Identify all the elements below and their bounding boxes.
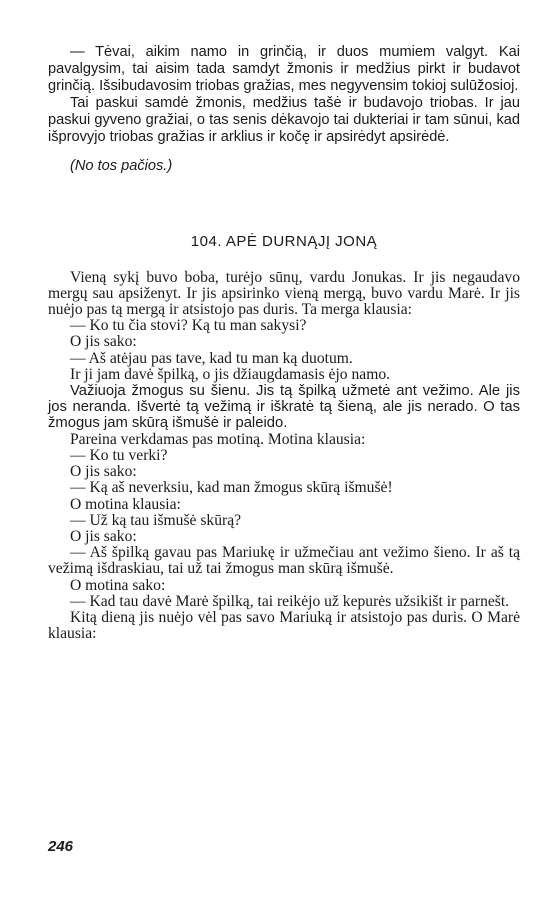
paragraph: — Tėvai, aikim namo in grinčią, ir duos mumiem valgyt. Kai pavalgysim, tai aisim tada samdyt žmonis ir medžius pirkt ir budavot grinčią. Išsibudavosim triobas gražias, mes negyvensim tokioj sulūžosioj. [48, 44, 520, 95]
dialogue-line: O motina sako: [70, 576, 166, 594]
dialogue-line: O jis sako: [70, 527, 137, 545]
dialogue-line: — Ko tu verki? [70, 446, 168, 464]
paragraph: Tai paskui samdė žmonis, medžius tašė ir budavojo triobas. Ir jau paskui gyveno gražiai, o tas senis dėkavojo tai dukteriai ir tam sūnui, kad išprovyjo triobas gražias ir arklius ir kočę ir apsirėdyt apsirėdė. [48, 95, 520, 146]
top-section [48, 44, 520, 175]
story-body [48, 270, 520, 643]
dialogue-line: — Ko tu čia stovi? Ką tu man sakysi? [70, 317, 307, 335]
dialogue-line: — Ką aš neverksiu, kad man žmogus skūrą išmušė! [70, 479, 393, 497]
dialogue-line: — Už ką tau išmušė skūrą? [70, 511, 242, 529]
dialogue-line: — Aš špilką gavau pas Mariukę ir užmečiau ant vežimo šieno. Ir aš tą vežimą išdraskiau, tai už tai žmogus man skūrą išmušė. [48, 544, 520, 578]
paragraph: Ir ji jam davė špilką, o jis džiaugdamasis ėjo namo. [70, 365, 391, 383]
source-note: (No tos pačios.) [70, 157, 173, 174]
page-number: 246 [48, 838, 74, 855]
paragraph: Važiuoja žmogus su šienu. Jis tą špilką užmetė ant vežimo. Ale jis jos neranda. Išvertė tą vežimą ir iškratė tą šieną, ale jis nerado. O tas žmogus jam skūrą išmušė ir paleido. [48, 383, 520, 432]
paragraph: Pareina verkdamas pas motiną. Motina klausia: [70, 430, 366, 448]
dialogue-line: O jis sako: [70, 333, 137, 351]
dialogue-line: O motina klausia: [70, 495, 181, 513]
story-heading: 104. APĖ DURNĄJĮ JONĄ [190, 232, 378, 250]
dialogue-line: — Aš atėjau pas tave, kad tu man ką duotum. [70, 349, 353, 367]
dialogue-line: O jis sako: [70, 463, 137, 481]
paragraph: Kitą dieną jis nuėjo vėl pas savo Mariuką ir atsistojo pas duris. O Marė klausia: [48, 608, 520, 643]
dialogue-line: — Kad tau davė Marė špilką, tai reikėjo už kepurės užsikišt ir parnešt. [70, 592, 510, 610]
paragraph: Vieną sykį buvo boba, turėjo sūnų, vardu Jonukas. Ir jis negaudavo mergų sau apsiženyt. Ir jis apsirinko vieną mergą, buvo vardu Marė. Ir jis nuėjo pas tą mergą ir atsistojo pas duris. Ta merga klausia: [48, 268, 520, 319]
